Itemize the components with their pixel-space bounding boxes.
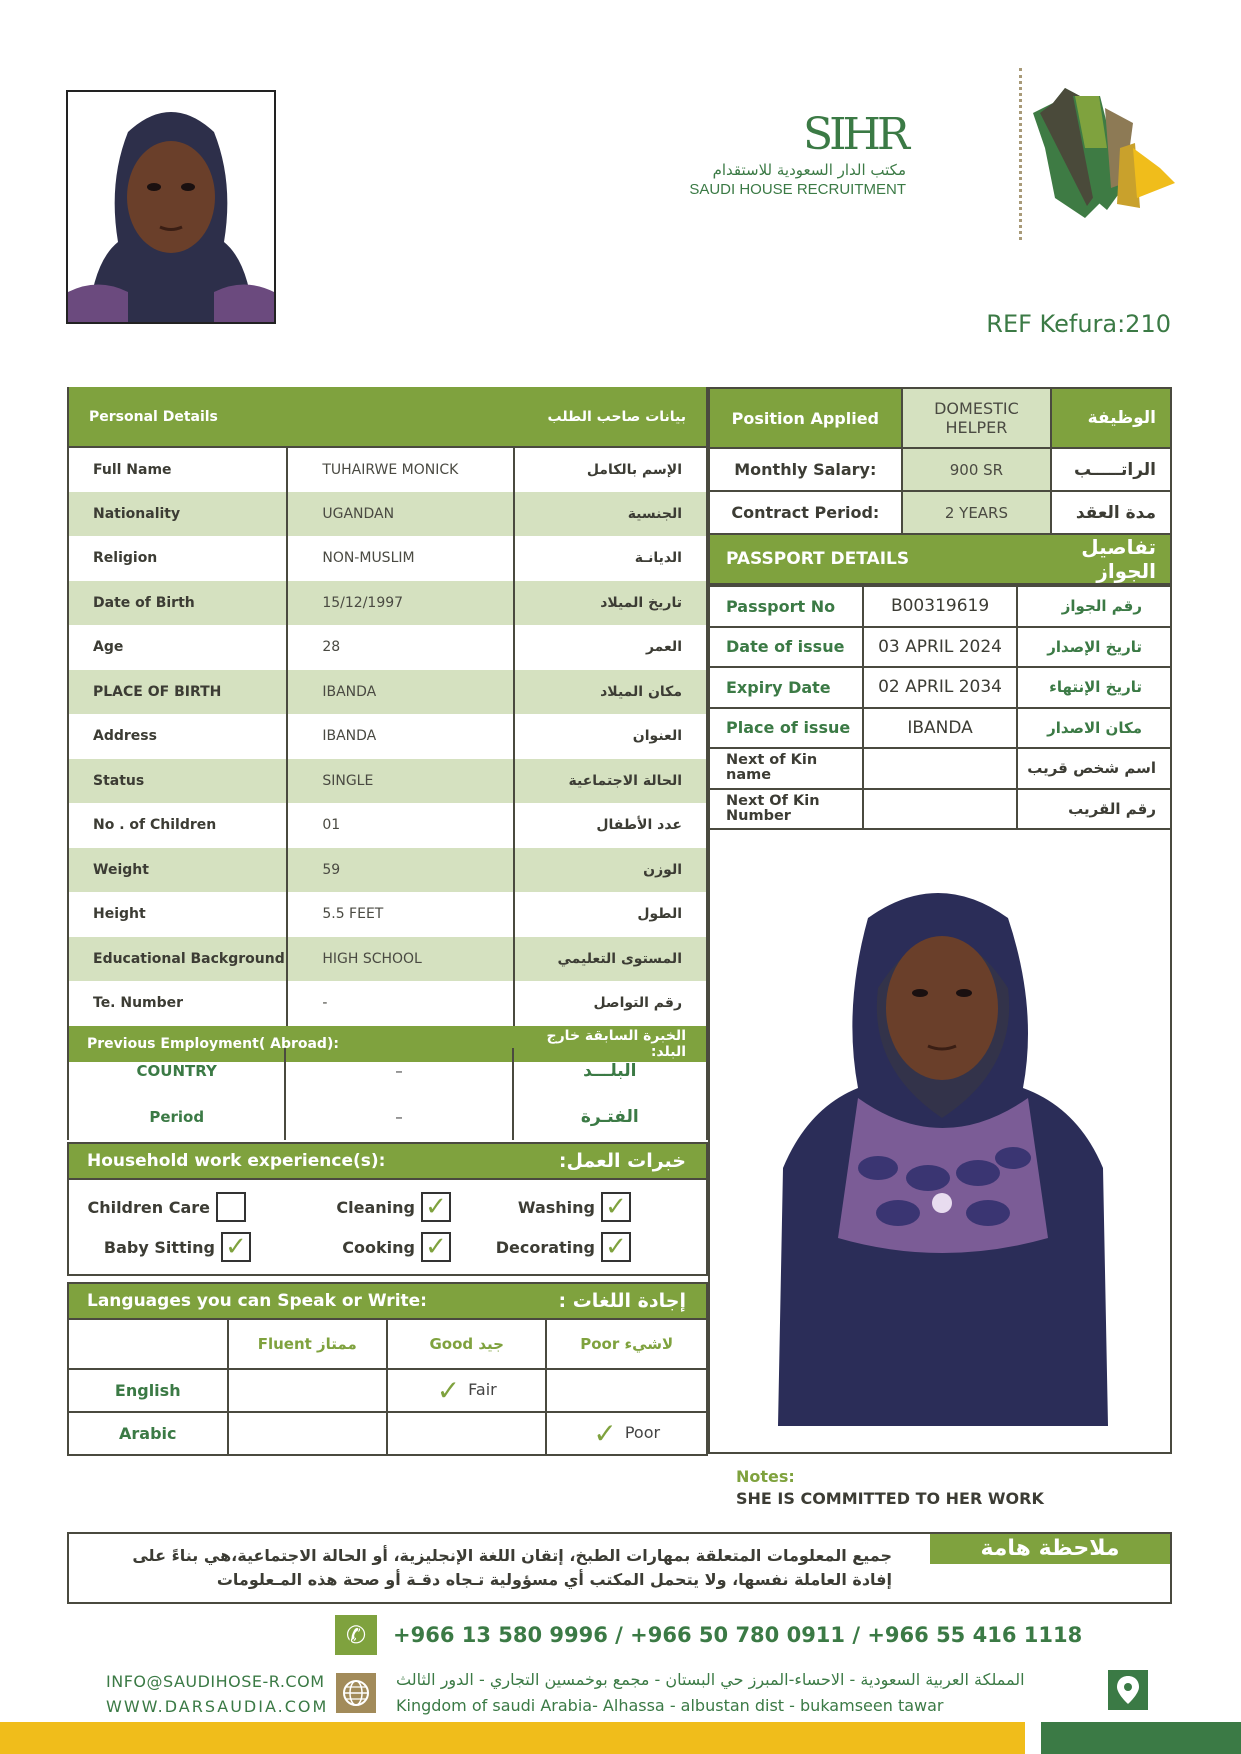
household-item-label: Cooking bbox=[342, 1237, 415, 1257]
personal-row bbox=[68, 670, 707, 715]
position-detail-value: 900 SR bbox=[902, 448, 1052, 491]
location-pin-icon bbox=[1108, 1670, 1148, 1710]
passport-label: Place of issue bbox=[709, 708, 863, 749]
position-detail-label-ar: الراتـــــب bbox=[1051, 448, 1171, 491]
languages-section bbox=[67, 1282, 708, 1320]
applicant-photo-small bbox=[66, 90, 276, 324]
phone-row bbox=[335, 1615, 1082, 1655]
passport-row bbox=[709, 667, 1171, 708]
languages-title-ar: إجادة اللغات : bbox=[520, 1283, 707, 1319]
personal-label-ar: الطول bbox=[514, 892, 707, 937]
languages-header-row bbox=[68, 1319, 707, 1369]
footer-bar-yellow bbox=[0, 1722, 1025, 1754]
language-name: English bbox=[68, 1369, 228, 1412]
household-item bbox=[518, 1192, 631, 1222]
important-note-box bbox=[67, 1532, 1172, 1604]
previous-employment-title-en: Previous Employment( Abroad): bbox=[68, 1026, 514, 1062]
household-checkbox[interactable] bbox=[601, 1192, 631, 1222]
personal-value: HIGH SCHOOL bbox=[287, 937, 513, 982]
passport-label: Next Of Kin Number bbox=[709, 789, 863, 830]
saudi-map-logo-icon bbox=[1025, 88, 1177, 224]
passport-row bbox=[709, 627, 1171, 668]
previous-employment-label-ar: الفتـرة bbox=[513, 1094, 707, 1140]
passport-header bbox=[709, 534, 1171, 584]
personal-label: Address bbox=[68, 714, 287, 759]
personal-label-ar: الديانـة bbox=[514, 536, 707, 581]
notes-section bbox=[736, 1467, 1044, 1508]
household-item-label: Cleaning bbox=[336, 1197, 415, 1217]
personal-label-ar: العنوان bbox=[514, 714, 707, 759]
company-name-en: SAUDI HOUSE RECRUITMENT bbox=[689, 181, 906, 198]
passport-label: Passport No bbox=[709, 586, 863, 627]
household-item-label: Baby Sitting bbox=[103, 1237, 215, 1257]
languages-table bbox=[67, 1318, 708, 1456]
globe-icon bbox=[336, 1673, 376, 1713]
check-icon: ✓ bbox=[593, 1417, 617, 1450]
household-item-label: Decorating bbox=[495, 1237, 595, 1257]
personal-label: Full Name bbox=[68, 447, 287, 492]
phone-numbers[interactable]: +966 13 580 9996 / +966 50 780 0911 / +966 55 416 1118 bbox=[393, 1623, 1083, 1647]
personal-label-ar: الحالة الاجتماعية bbox=[514, 759, 707, 804]
household-checkbox[interactable] bbox=[421, 1232, 451, 1262]
passport-value: 02 APRIL 2034 bbox=[863, 667, 1016, 708]
check-icon: ✓ bbox=[425, 1232, 447, 1262]
personal-row bbox=[68, 625, 707, 670]
personal-label: Religion bbox=[68, 536, 287, 581]
website-link[interactable]: WWW.DARSAUDIA.COM bbox=[106, 1697, 329, 1716]
passport-label-ar: مكان الاصدار bbox=[1017, 708, 1171, 749]
logo-mark: SIHR bbox=[802, 109, 906, 160]
previous-employment-label: COUNTRY bbox=[68, 1048, 285, 1094]
previous-employment-row bbox=[68, 1048, 707, 1094]
position-detail-row bbox=[709, 448, 1171, 491]
personal-value: 59 bbox=[287, 848, 513, 893]
position-label-ar: الوظيفة bbox=[1051, 388, 1171, 448]
personal-label-ar: مكان الميلاد bbox=[514, 670, 707, 715]
reference-number: REF Kefura:210 bbox=[986, 310, 1171, 338]
passport-value bbox=[863, 789, 1016, 830]
personal-value: - bbox=[287, 981, 513, 1026]
position-detail-label: Contract Period: bbox=[709, 491, 902, 534]
lang-col-fluent: Fluent ممتاز bbox=[228, 1319, 387, 1369]
notes-text: SHE IS COMMITTED TO HER WORK bbox=[736, 1489, 1044, 1508]
personal-label: Te. Number bbox=[68, 981, 287, 1026]
language-level: Fair bbox=[468, 1380, 497, 1399]
household-item bbox=[342, 1232, 451, 1262]
household-item bbox=[104, 1232, 251, 1262]
language-name: Arabic bbox=[68, 1412, 228, 1455]
personal-label: Educational Background bbox=[68, 937, 287, 982]
personal-row bbox=[68, 492, 707, 537]
passport-label-ar: تاريخ الإصدار bbox=[1017, 627, 1171, 668]
personal-label: Weight bbox=[68, 848, 287, 893]
previous-employment-row bbox=[68, 1094, 707, 1140]
previous-employment-title-ar: الخبرة السابقة خارج البلد: bbox=[514, 1026, 707, 1062]
important-note-text: جميع المعلومات المتعلقة بمهارات الطبخ، إتقان اللغة الإنجليزية، أو الحالة الاجتماعية،هي بناءً على إفادة العاملة نفسها، ولا يتحمل المكتب أي مسؤولية تـجاه دقـة أو صحة هذه المـعلومات bbox=[132, 1546, 892, 1589]
previous-employment-label-ar: البلـــد bbox=[513, 1048, 707, 1094]
previous-employment-label: Period bbox=[68, 1094, 285, 1140]
passport-value: IBANDA bbox=[863, 708, 1016, 749]
personal-label: Nationality bbox=[68, 492, 287, 537]
previous-employment-value: – bbox=[285, 1048, 512, 1094]
personal-label-ar: عدد الأطفال bbox=[514, 803, 707, 848]
household-title-en: Household work experience(s): bbox=[68, 1143, 504, 1179]
personal-label-ar: الإسم بالكامل bbox=[514, 447, 707, 492]
personal-row bbox=[68, 581, 707, 626]
language-row bbox=[68, 1412, 707, 1455]
languages-title-en: Languages you can Speak or Write: bbox=[68, 1283, 520, 1319]
personal-label: Status bbox=[68, 759, 287, 804]
check-icon: ✓ bbox=[605, 1192, 627, 1222]
passport-row bbox=[709, 708, 1171, 749]
notes-label: Notes: bbox=[736, 1467, 795, 1486]
personal-details-table bbox=[67, 387, 708, 1062]
language-level: Poor bbox=[624, 1423, 661, 1442]
personal-label-ar: العمر bbox=[514, 625, 707, 670]
personal-value: 5.5 FEET bbox=[287, 892, 513, 937]
language-row bbox=[68, 1369, 707, 1412]
personal-label: Height bbox=[68, 892, 287, 937]
passport-table bbox=[708, 585, 1172, 830]
check-icon: ✓ bbox=[436, 1374, 461, 1407]
personal-row bbox=[68, 848, 707, 893]
check-icon: ✓ bbox=[605, 1232, 627, 1262]
passport-title-en: PASSPORT DETAILS bbox=[709, 534, 1051, 584]
previous-employment-table bbox=[67, 1048, 708, 1140]
position-detail-value: 2 YEARS bbox=[902, 491, 1052, 534]
lang-col-good: Good جيد bbox=[387, 1319, 546, 1369]
personal-label: PLACE OF BIRTH bbox=[68, 670, 287, 715]
contact-links bbox=[106, 1669, 328, 1719]
applicant-photo-full bbox=[748, 868, 1136, 1426]
footer-bar-green bbox=[1041, 1722, 1241, 1754]
personal-value: IBANDA bbox=[287, 714, 513, 759]
language-poor-cell bbox=[546, 1369, 707, 1412]
position-detail-label: Monthly Salary: bbox=[709, 448, 902, 491]
language-poor-cell bbox=[546, 1412, 707, 1455]
household-item-label: Children Care bbox=[87, 1197, 210, 1217]
address-en: Kingdom of saudi Arabia- Alhassa - albustan dist - bukamseen tawar bbox=[396, 1696, 944, 1715]
photo-frame bbox=[708, 830, 1172, 1454]
passport-row bbox=[709, 586, 1171, 627]
household-title-ar: خبرات العمل: bbox=[504, 1143, 707, 1179]
household-checkbox[interactable] bbox=[216, 1192, 246, 1222]
household-section bbox=[67, 1142, 708, 1276]
personal-label-ar: الوزن bbox=[514, 848, 707, 893]
company-name-ar: مكتب الدار السعودية للاستقدام bbox=[712, 161, 906, 179]
previous-employment-value: – bbox=[285, 1094, 512, 1140]
passport-label: Next of Kin name bbox=[709, 748, 863, 789]
passport-value: 03 APRIL 2024 bbox=[863, 627, 1016, 668]
language-good-cell bbox=[387, 1412, 546, 1455]
passport-label-ar: اسم شخص قريب bbox=[1017, 748, 1171, 789]
email-link[interactable]: INFO@SAUDIHOSE-R.COM bbox=[106, 1672, 325, 1691]
household-checklist bbox=[68, 1179, 707, 1275]
personal-value: TUHAIRWE MONICK bbox=[287, 447, 513, 492]
position-value: DOMESTIC HELPER bbox=[902, 388, 1052, 448]
personal-value: 15/12/1997 bbox=[287, 581, 513, 626]
personal-label: Age bbox=[68, 625, 287, 670]
household-item bbox=[87, 1192, 246, 1222]
personal-label-ar: المستوى التعليمي bbox=[514, 937, 707, 982]
household-checkbox[interactable] bbox=[421, 1192, 451, 1222]
personal-row bbox=[68, 536, 707, 581]
personal-row bbox=[68, 981, 707, 1026]
position-applied-row bbox=[709, 388, 1171, 448]
language-fluent-cell bbox=[228, 1412, 387, 1455]
passport-row bbox=[709, 789, 1171, 830]
household-checkbox[interactable] bbox=[601, 1232, 631, 1262]
personal-row bbox=[68, 937, 707, 982]
phone-icon: ✆ bbox=[335, 1615, 377, 1655]
passport-row bbox=[709, 748, 1171, 789]
personal-row bbox=[68, 892, 707, 937]
household-item-label: Washing bbox=[517, 1197, 595, 1217]
personal-label-ar: تاريخ الميلاد bbox=[514, 581, 707, 626]
personal-value: NON-MUSLIM bbox=[287, 536, 513, 581]
personal-row bbox=[68, 447, 707, 492]
address-ar: المملكة العربية السعودية - الاحساء-المبرز حي البستان - مجمع بوخمسين التجاري - الدور الثالث bbox=[396, 1670, 1025, 1689]
household-item bbox=[336, 1192, 451, 1222]
personal-label: Date of Birth bbox=[68, 581, 287, 626]
household-header bbox=[68, 1143, 707, 1179]
check-icon: ✓ bbox=[425, 1192, 447, 1222]
position-table bbox=[708, 387, 1172, 585]
position-detail-row bbox=[709, 491, 1171, 534]
right-column bbox=[708, 387, 1172, 1454]
personal-value: 01 bbox=[287, 803, 513, 848]
passport-value bbox=[863, 748, 1016, 789]
personal-label: No . of Children bbox=[68, 803, 287, 848]
personal-value: 28 bbox=[287, 625, 513, 670]
household-item bbox=[496, 1232, 631, 1262]
personal-row bbox=[68, 803, 707, 848]
personal-details-header bbox=[68, 387, 707, 447]
check-icon: ✓ bbox=[225, 1232, 247, 1262]
passport-label: Date of issue bbox=[709, 627, 863, 668]
personal-label-ar: رقم التواصل bbox=[514, 981, 707, 1026]
personal-details-title-ar: بيانات صاحب الطلب bbox=[514, 387, 707, 447]
logo-divider bbox=[1019, 68, 1022, 240]
personal-row bbox=[68, 759, 707, 804]
language-good-cell bbox=[387, 1369, 546, 1412]
personal-value: IBANDA bbox=[287, 670, 513, 715]
language-fluent-cell bbox=[228, 1369, 387, 1412]
personal-label-ar: الجنسية bbox=[514, 492, 707, 537]
household-checkbox[interactable] bbox=[221, 1232, 251, 1262]
passport-label-ar: رقم القريب bbox=[1017, 789, 1171, 830]
passport-label: Expiry Date bbox=[709, 667, 863, 708]
passport-value: B00319619 bbox=[863, 586, 1016, 627]
passport-label-ar: تاريخ الإنتهاء bbox=[1017, 667, 1171, 708]
personal-row bbox=[68, 714, 707, 759]
address-block bbox=[396, 1667, 1096, 1719]
position-label: Position Applied bbox=[709, 388, 902, 448]
personal-details-title-en: Personal Details bbox=[68, 387, 514, 447]
position-detail-label-ar: مدة العقد bbox=[1051, 491, 1171, 534]
lang-col-empty bbox=[68, 1319, 228, 1369]
personal-value: UGANDAN bbox=[287, 492, 513, 537]
important-note-badge: ملاحظة هامة bbox=[930, 1534, 1170, 1564]
passport-label-ar: رقم الجواز bbox=[1017, 586, 1171, 627]
lang-col-poor: Poor لاشيء bbox=[546, 1319, 707, 1369]
languages-header bbox=[68, 1283, 707, 1319]
passport-title-ar: تفاصيل الجواز bbox=[1051, 534, 1171, 584]
company-logo-text bbox=[689, 109, 906, 200]
personal-value: SINGLE bbox=[287, 759, 513, 804]
